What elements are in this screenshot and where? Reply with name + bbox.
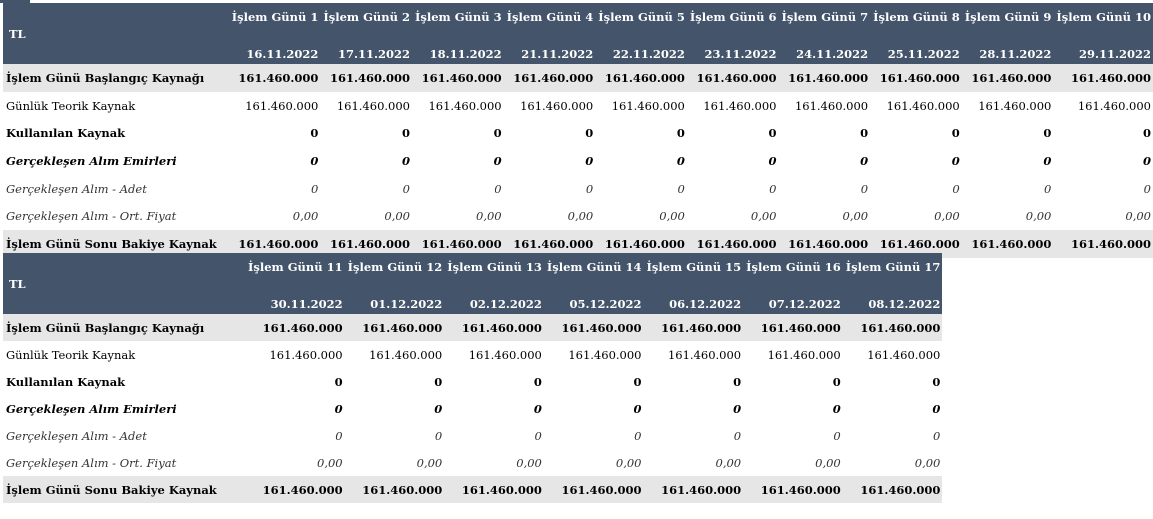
cell-value: 0,00 — [750, 209, 777, 224]
cell-value: 0 — [633, 401, 642, 416]
row-start-resource — [3, 64, 1153, 92]
cell-value: 0,00 — [715, 455, 742, 470]
day-date-header: 21.11.2022 — [504, 31, 596, 64]
cell-value: 0 — [768, 126, 777, 141]
cell-value: 0 — [733, 428, 742, 443]
cell-value: 0,00 — [815, 455, 841, 470]
row-label: İşlem Günü Sonu Bakiye Kaynak — [3, 230, 229, 258]
cell-value: 0 — [335, 428, 343, 443]
cell-value: 0 — [832, 401, 841, 416]
cell-value: 161.460.000 — [703, 98, 777, 113]
cell-value: 0 — [860, 181, 869, 196]
day-label-header: İşlem Günü 8 — [870, 3, 962, 31]
cell-value: 161.460.000 — [1053, 64, 1153, 92]
cell-value: 0 — [951, 126, 960, 141]
cell-value: 161.460.000 — [269, 347, 343, 362]
row-label: İşlem Günü Sonu Bakiye Kaynak — [3, 476, 245, 503]
cell-value: 161.460.000 — [870, 230, 962, 258]
cell-value: 161.460.000 — [544, 314, 644, 341]
row-label: Kullanılan Kaynak — [6, 126, 126, 141]
day-label-header: İşlem Günü 7 — [779, 3, 871, 31]
cell-value: 161.460.000 — [843, 314, 943, 341]
cell-value: 161.460.000 — [504, 64, 596, 92]
cell-value: 0,00 — [292, 209, 319, 224]
day-date-header: 01.12.2022 — [345, 281, 445, 314]
cell-value: 161.460.000 — [444, 476, 544, 503]
cell-value: 0 — [434, 374, 443, 389]
cell-value: 0,00 — [842, 209, 869, 224]
cell-value: 0,00 — [659, 209, 685, 224]
cell-value: 161.460.000 — [1053, 230, 1153, 258]
row-label: Gerçekleşen Alım - Adet — [6, 428, 147, 443]
cell-value: 0 — [733, 374, 742, 389]
row-label: İşlem Günü Başlangıç Kaynağı — [3, 314, 245, 341]
cell-value: 0 — [832, 374, 841, 389]
day-label-header: İşlem Günü 12 — [345, 253, 445, 281]
cell-value: 0 — [833, 428, 841, 443]
day-date-header: 02.12.2022 — [444, 281, 544, 314]
cell-value: 0 — [634, 428, 642, 443]
row-executed-qty — [3, 175, 1153, 203]
cell-value: 0 — [932, 374, 941, 389]
cell-value: 0,00 — [567, 209, 594, 224]
resource-table-1 — [3, 3, 1153, 258]
cell-value: 0 — [402, 181, 410, 196]
cell-value: 161.460.000 — [444, 314, 544, 341]
cell-value: 0 — [676, 153, 685, 168]
cell-value: 161.460.000 — [644, 314, 744, 341]
cell-value: 161.460.000 — [687, 64, 779, 92]
day-date-header: 06.12.2022 — [644, 281, 744, 314]
cell-value: 0 — [768, 153, 777, 168]
day-date-header: 23.11.2022 — [687, 31, 779, 64]
cell-value: 0 — [1142, 126, 1151, 141]
row-label: Günlük Teorik Kaynak — [6, 98, 136, 113]
cell-value: 161.460.000 — [428, 98, 502, 113]
cell-value: 0 — [533, 401, 542, 416]
cell-value: 0 — [677, 181, 685, 196]
cell-value: 0 — [434, 428, 443, 443]
cell-value: 161.460.000 — [568, 347, 642, 362]
row-label: Kullanılan Kaynak — [6, 374, 126, 389]
cell-value: 161.460.000 — [520, 98, 594, 113]
cell-value: 161.460.000 — [843, 476, 943, 503]
row-used-resource — [3, 119, 1153, 147]
cell-value: 161.460.000 — [320, 230, 412, 258]
cell-value: 0 — [1043, 126, 1052, 141]
day-date-header: 28.11.2022 — [962, 31, 1054, 64]
row-daily-theoretic — [3, 341, 942, 368]
cell-value: 161.460.000 — [978, 98, 1052, 113]
cell-value: 0 — [733, 401, 742, 416]
resource-table-2 — [3, 253, 942, 503]
cell-value: 0,00 — [317, 455, 343, 470]
cell-value: 0,00 — [1125, 209, 1151, 224]
cell-value: 0,00 — [615, 455, 642, 470]
day-label-header: İşlem Günü 17 — [843, 253, 943, 281]
row-executed-avg-price — [3, 449, 942, 476]
cell-value: 161.460.000 — [870, 64, 962, 92]
day-date-header: 18.11.2022 — [412, 31, 504, 64]
cell-value: 161.460.000 — [468, 347, 542, 362]
cell-value: 0 — [860, 153, 869, 168]
day-label-header: İşlem Günü 14 — [544, 253, 644, 281]
day-date-header: 08.12.2022 — [843, 281, 943, 314]
cell-value: 0 — [1143, 181, 1151, 196]
cell-value: 161.460.000 — [245, 476, 345, 503]
cell-value: 0 — [633, 374, 642, 389]
cell-value: 161.460.000 — [667, 347, 742, 362]
day-label-header: İşlem Günü 16 — [743, 253, 843, 281]
cell-value: 0 — [952, 181, 960, 196]
cell-value: 161.460.000 — [369, 347, 443, 362]
cell-value: 0,00 — [934, 209, 960, 224]
cell-value: 0 — [493, 153, 502, 168]
cell-value: 0 — [769, 181, 777, 196]
cell-value: 0,00 — [416, 455, 443, 470]
cell-value: 0 — [334, 401, 343, 416]
day-date-header: 17.11.2022 — [320, 31, 412, 64]
header-row-days — [3, 3, 1153, 31]
cell-value: 161.460.000 — [611, 98, 685, 113]
day-date-header: 24.11.2022 — [779, 31, 871, 64]
day-date-header: 07.12.2022 — [743, 281, 843, 314]
cell-value: 0 — [401, 153, 410, 168]
cell-value: 161.460.000 — [962, 230, 1054, 258]
day-date-header: 25.11.2022 — [870, 31, 962, 64]
row-label: İşlem Günü Başlangıç Kaynağı — [3, 64, 229, 92]
cell-value: 161.460.000 — [794, 98, 869, 113]
cell-value: 161.460.000 — [779, 64, 871, 92]
cell-value: 0 — [585, 181, 594, 196]
cell-value: 0,00 — [384, 209, 410, 224]
day-date-header: 16.11.2022 — [229, 31, 321, 64]
cell-value: 161.460.000 — [320, 64, 412, 92]
cell-value: 161.460.000 — [962, 64, 1054, 92]
row-executed-orders — [3, 147, 1153, 175]
cell-value: 0 — [310, 153, 319, 168]
cell-value: 161.460.000 — [245, 314, 345, 341]
cell-value: 161.460.000 — [229, 64, 321, 92]
day-label-header: İşlem Günü 3 — [412, 3, 504, 31]
cell-value: 161.460.000 — [595, 230, 687, 258]
cell-value: 0 — [932, 401, 941, 416]
cell-value: 0 — [676, 126, 685, 141]
cell-value: 161.460.000 — [1077, 98, 1151, 113]
cell-value: 161.460.000 — [412, 64, 504, 92]
header-row-days — [3, 253, 942, 281]
cell-value: 161.460.000 — [245, 98, 319, 113]
cell-value: 161.460.000 — [687, 230, 779, 258]
day-date-header: 22.11.2022 — [595, 31, 687, 64]
cell-value: 161.460.000 — [336, 98, 410, 113]
row-executed-orders — [3, 395, 942, 422]
row-end-balance — [3, 476, 942, 503]
cell-value: 161.460.000 — [412, 230, 504, 258]
cell-value: 0 — [933, 428, 941, 443]
cell-value: 0 — [860, 126, 869, 141]
cell-value: 0 — [334, 374, 343, 389]
day-date-header: 30.11.2022 — [245, 281, 345, 314]
day-date-header: 29.11.2022 — [1053, 31, 1153, 64]
day-label-header: İşlem Günü 5 — [595, 3, 687, 31]
cell-value: 0 — [534, 428, 542, 443]
cell-value: 0 — [494, 181, 502, 196]
cell-value: 0,00 — [516, 455, 542, 470]
cell-value: 0,00 — [476, 209, 502, 224]
row-label: Gerçekleşen Alım Emirleri — [6, 153, 177, 168]
row-executed-qty — [3, 422, 942, 449]
cell-value: 0 — [533, 374, 542, 389]
row-executed-avg-price — [3, 202, 1153, 230]
row-label: Günlük Teorik Kaynak — [6, 347, 136, 362]
cell-value: 0 — [493, 126, 502, 141]
day-label-header: İşlem Günü 6 — [687, 3, 779, 31]
cell-value: 161.460.000 — [886, 98, 960, 113]
cell-value: 161.460.000 — [779, 230, 871, 258]
day-label-header: İşlem Günü 1 — [229, 3, 321, 31]
cell-value: 0 — [1043, 153, 1052, 168]
day-label-header: İşlem Günü 9 — [962, 3, 1054, 31]
cell-value: 161.460.000 — [743, 476, 843, 503]
cell-value: 161.460.000 — [595, 64, 687, 92]
cell-value: 0 — [434, 401, 443, 416]
cell-value: 0 — [585, 153, 594, 168]
cell-value: 0 — [1142, 153, 1151, 168]
cell-value: 0 — [311, 181, 319, 196]
row-daily-theoretic — [3, 92, 1153, 120]
cell-value: 161.460.000 — [644, 476, 744, 503]
row-label: Gerçekleşen Alım - Ort. Fiyat — [6, 209, 177, 224]
cell-value: 0 — [1044, 181, 1052, 196]
cell-value: 161.460.000 — [544, 476, 644, 503]
cell-value: 161.460.000 — [345, 314, 445, 341]
cell-value: 161.460.000 — [867, 347, 941, 362]
day-label-header: İşlem Günü 15 — [644, 253, 744, 281]
row-label: Gerçekleşen Alım - Adet — [6, 181, 147, 196]
currency-header: TL — [3, 253, 245, 314]
row-label: Gerçekleşen Alım Emirleri — [6, 401, 177, 416]
day-label-header: İşlem Günü 10 — [1053, 3, 1153, 31]
currency-header: TL — [3, 3, 229, 64]
cell-value: 161.460.000 — [767, 347, 841, 362]
day-label-header: İşlem Günü 2 — [320, 3, 412, 31]
cell-value: 0 — [585, 126, 594, 141]
day-date-header: 05.12.2022 — [544, 281, 644, 314]
cell-value: 0,00 — [914, 455, 941, 470]
cell-value: 0 — [951, 153, 960, 168]
day-label-header: İşlem Günü 13 — [444, 253, 544, 281]
row-label: Gerçekleşen Alım - Ort. Fiyat — [6, 455, 177, 470]
cell-value: 161.460.000 — [345, 476, 445, 503]
day-label-header: İşlem Günü 4 — [504, 3, 596, 31]
cell-value: 0 — [310, 126, 319, 141]
cell-value: 0,00 — [1025, 209, 1052, 224]
day-label-header: İşlem Günü 11 — [245, 253, 345, 281]
row-start-resource — [3, 314, 942, 341]
cell-value: 0 — [401, 126, 410, 141]
cell-value: 161.460.000 — [504, 230, 596, 258]
cell-value: 161.460.000 — [743, 314, 843, 341]
row-used-resource — [3, 368, 942, 395]
cell-value: 161.460.000 — [229, 230, 321, 258]
